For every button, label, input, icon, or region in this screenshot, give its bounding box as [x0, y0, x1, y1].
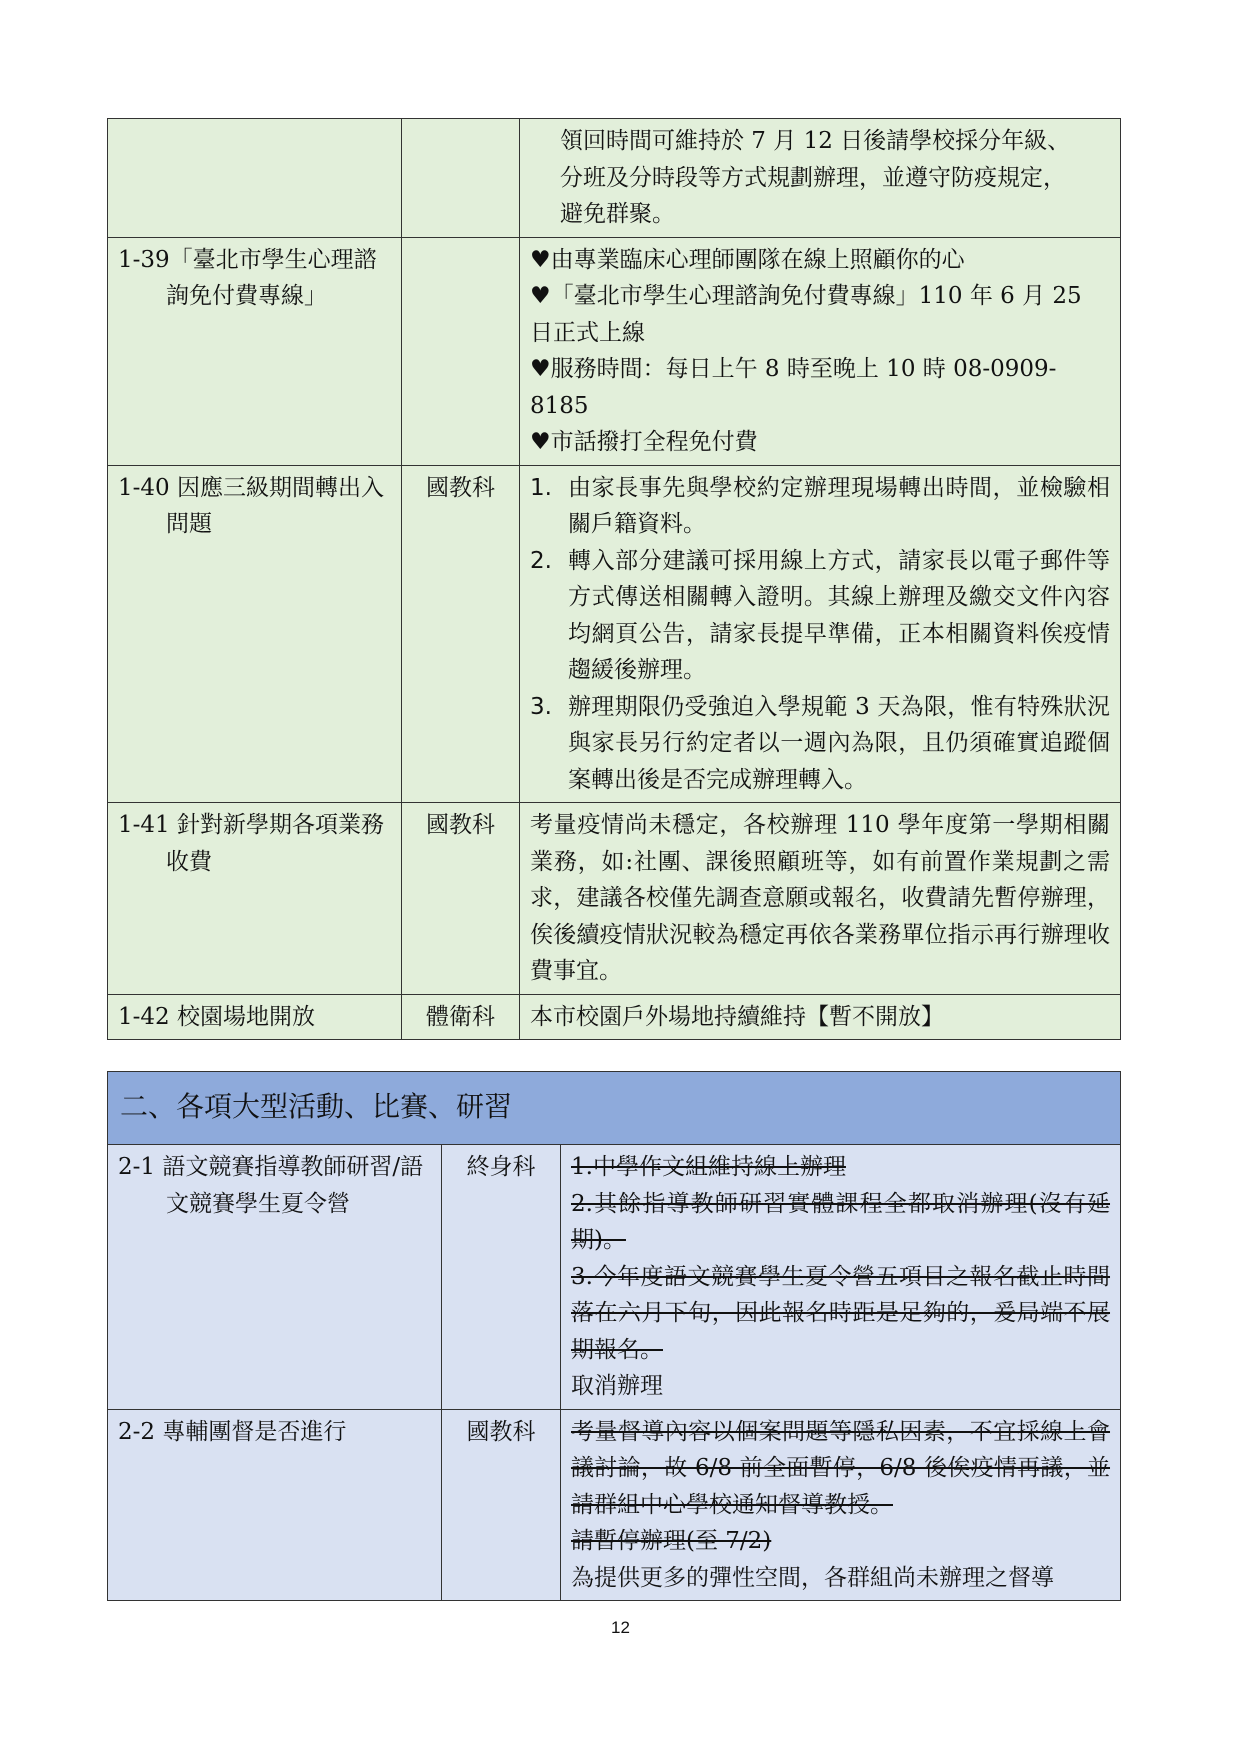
item-cell: 2-2 專輔團督是否進行 — [108, 1409, 442, 1601]
list-item — [530, 689, 1110, 799]
table-row — [108, 803, 1121, 995]
struck-text: 考量督導內容以個案問題等隱私因素，不宜採線上會議討論，故 6/8 前全面暫停，6/8 後俟疫情再議，並請群組中心學校通知督導教授。 — [571, 1418, 1111, 1518]
content-cell — [520, 119, 1121, 238]
bullet-line: ♥市話撥打全程免付費 — [530, 429, 758, 455]
item-cell — [108, 465, 402, 803]
list-item — [530, 543, 1110, 689]
table-row — [108, 1409, 1121, 1601]
table-row — [108, 237, 1121, 465]
content-cell: 考量疫情尚未穩定，各校辦理 110 學年度第一學期相關業務，如:社團、課後照顧班等，如有前置作業規劃之需求，建議各校僅先調查意願或報名，收費請先暫停辦理，俟後續疫情狀況較為穩定再依各業務單位指示再行辦理收費事宜。 — [520, 803, 1121, 995]
content-cell — [520, 465, 1121, 803]
table-row — [108, 119, 1121, 238]
list-number: 2. — [530, 547, 552, 574]
item-label: 1-41 針對新學期各項業務收費 — [118, 812, 384, 875]
item-label: 1-39「臺北市學生心理諮詢免付費專線」 — [118, 246, 377, 309]
unit-cell: 終身科 — [442, 1145, 561, 1410]
content-line: 領回時間可維持於 7 月 12 日後請學校採分年級、 — [560, 128, 1071, 154]
activities-table — [107, 1071, 1121, 1601]
unit-cell — [402, 119, 520, 238]
table-row — [108, 994, 1121, 1040]
content-line: 分班及分時段等方式規劃辦理，並遵守防疫規定， — [560, 164, 1066, 191]
list-text: 由家長事先與學校約定辦理現場轉出時間，並檢驗相關戶籍資料。 — [568, 474, 1110, 537]
list-number: 1. — [530, 474, 552, 501]
content-cell: 本市校園戶外場地持續維持【暫不開放】 — [520, 994, 1121, 1040]
current-text: 為提供更多的彈性空間，各群組尚未辦理之督導 — [571, 1564, 1054, 1591]
list-item — [530, 470, 1110, 543]
item-cell — [108, 1145, 442, 1410]
item-cell — [108, 803, 402, 995]
numbered-list — [530, 470, 1110, 799]
unit-cell: 國教科 — [442, 1409, 561, 1601]
content-cell — [520, 237, 1121, 465]
table-row — [108, 1145, 1121, 1410]
content-cell — [561, 1145, 1121, 1410]
bullet-line: ♥「臺北市學生心理諮詢免付費專線」110 年 6 月 25 日正式上線 — [530, 283, 1082, 346]
item-cell — [108, 119, 402, 238]
current-text: 取消辦理 — [571, 1373, 663, 1399]
struck-text: 請暫停辦理(至 7/2) — [571, 1528, 772, 1554]
item-cell — [108, 237, 402, 465]
struck-text: 1.中學作文組維持線上辦理 — [571, 1154, 846, 1180]
section-header-row — [108, 1072, 1121, 1145]
page-number: 12 — [611, 1618, 630, 1637]
bullet-line: ♥服務時間：每日上午 8 時至晚上 10 時 08-0909-8185 — [530, 356, 1057, 419]
list-number: 3. — [530, 693, 552, 720]
unit-cell — [402, 237, 520, 465]
bullet-line: ♥由專業臨床心理師團隊在線上照顧你的心 — [530, 246, 965, 273]
covid-measures-table — [107, 118, 1121, 1040]
item-label: 1-40 因應三級期間轉出入問題 — [118, 474, 384, 537]
unit-cell: 國教科 — [402, 803, 520, 995]
section-header: 二、各項大型活動、比賽、研習 — [108, 1072, 1121, 1145]
item-cell: 1-42 校園場地開放 — [108, 994, 402, 1040]
item-label: 2-1 語文競賽指導教師研習/語文競賽學生夏令營 — [118, 1154, 424, 1217]
struck-text: 2.其餘指導教師研習實體課程全都取消辦理(沒有延期)。 — [571, 1190, 1111, 1253]
table-row — [108, 465, 1121, 803]
unit-cell: 體衛科 — [402, 994, 520, 1040]
unit-cell: 國教科 — [402, 465, 520, 803]
list-text: 辦理期限仍受強迫入學規範 3 天為限，惟有特殊狀況與家長另行約定者以一週內為限，且仍須確實追蹤個案轉出後是否完成辦理轉入。 — [568, 693, 1110, 793]
content-cell — [561, 1409, 1121, 1601]
struck-text: 3.今年度語文競賽學生夏令營五項目之報名截止時間落在六月下旬，因此報名時距是足夠的，爰局端不展期報名。 — [571, 1263, 1111, 1363]
content-line: 避免群聚。 — [560, 201, 675, 227]
list-text: 轉入部分建議可採用線上方式，請家長以電子郵件等方式傳送相關轉入證明。其線上辦理及繳交文件內容均網頁公告，請家長提早準備，正本相關資料俟疫情趨緩後辦理。 — [568, 547, 1110, 683]
